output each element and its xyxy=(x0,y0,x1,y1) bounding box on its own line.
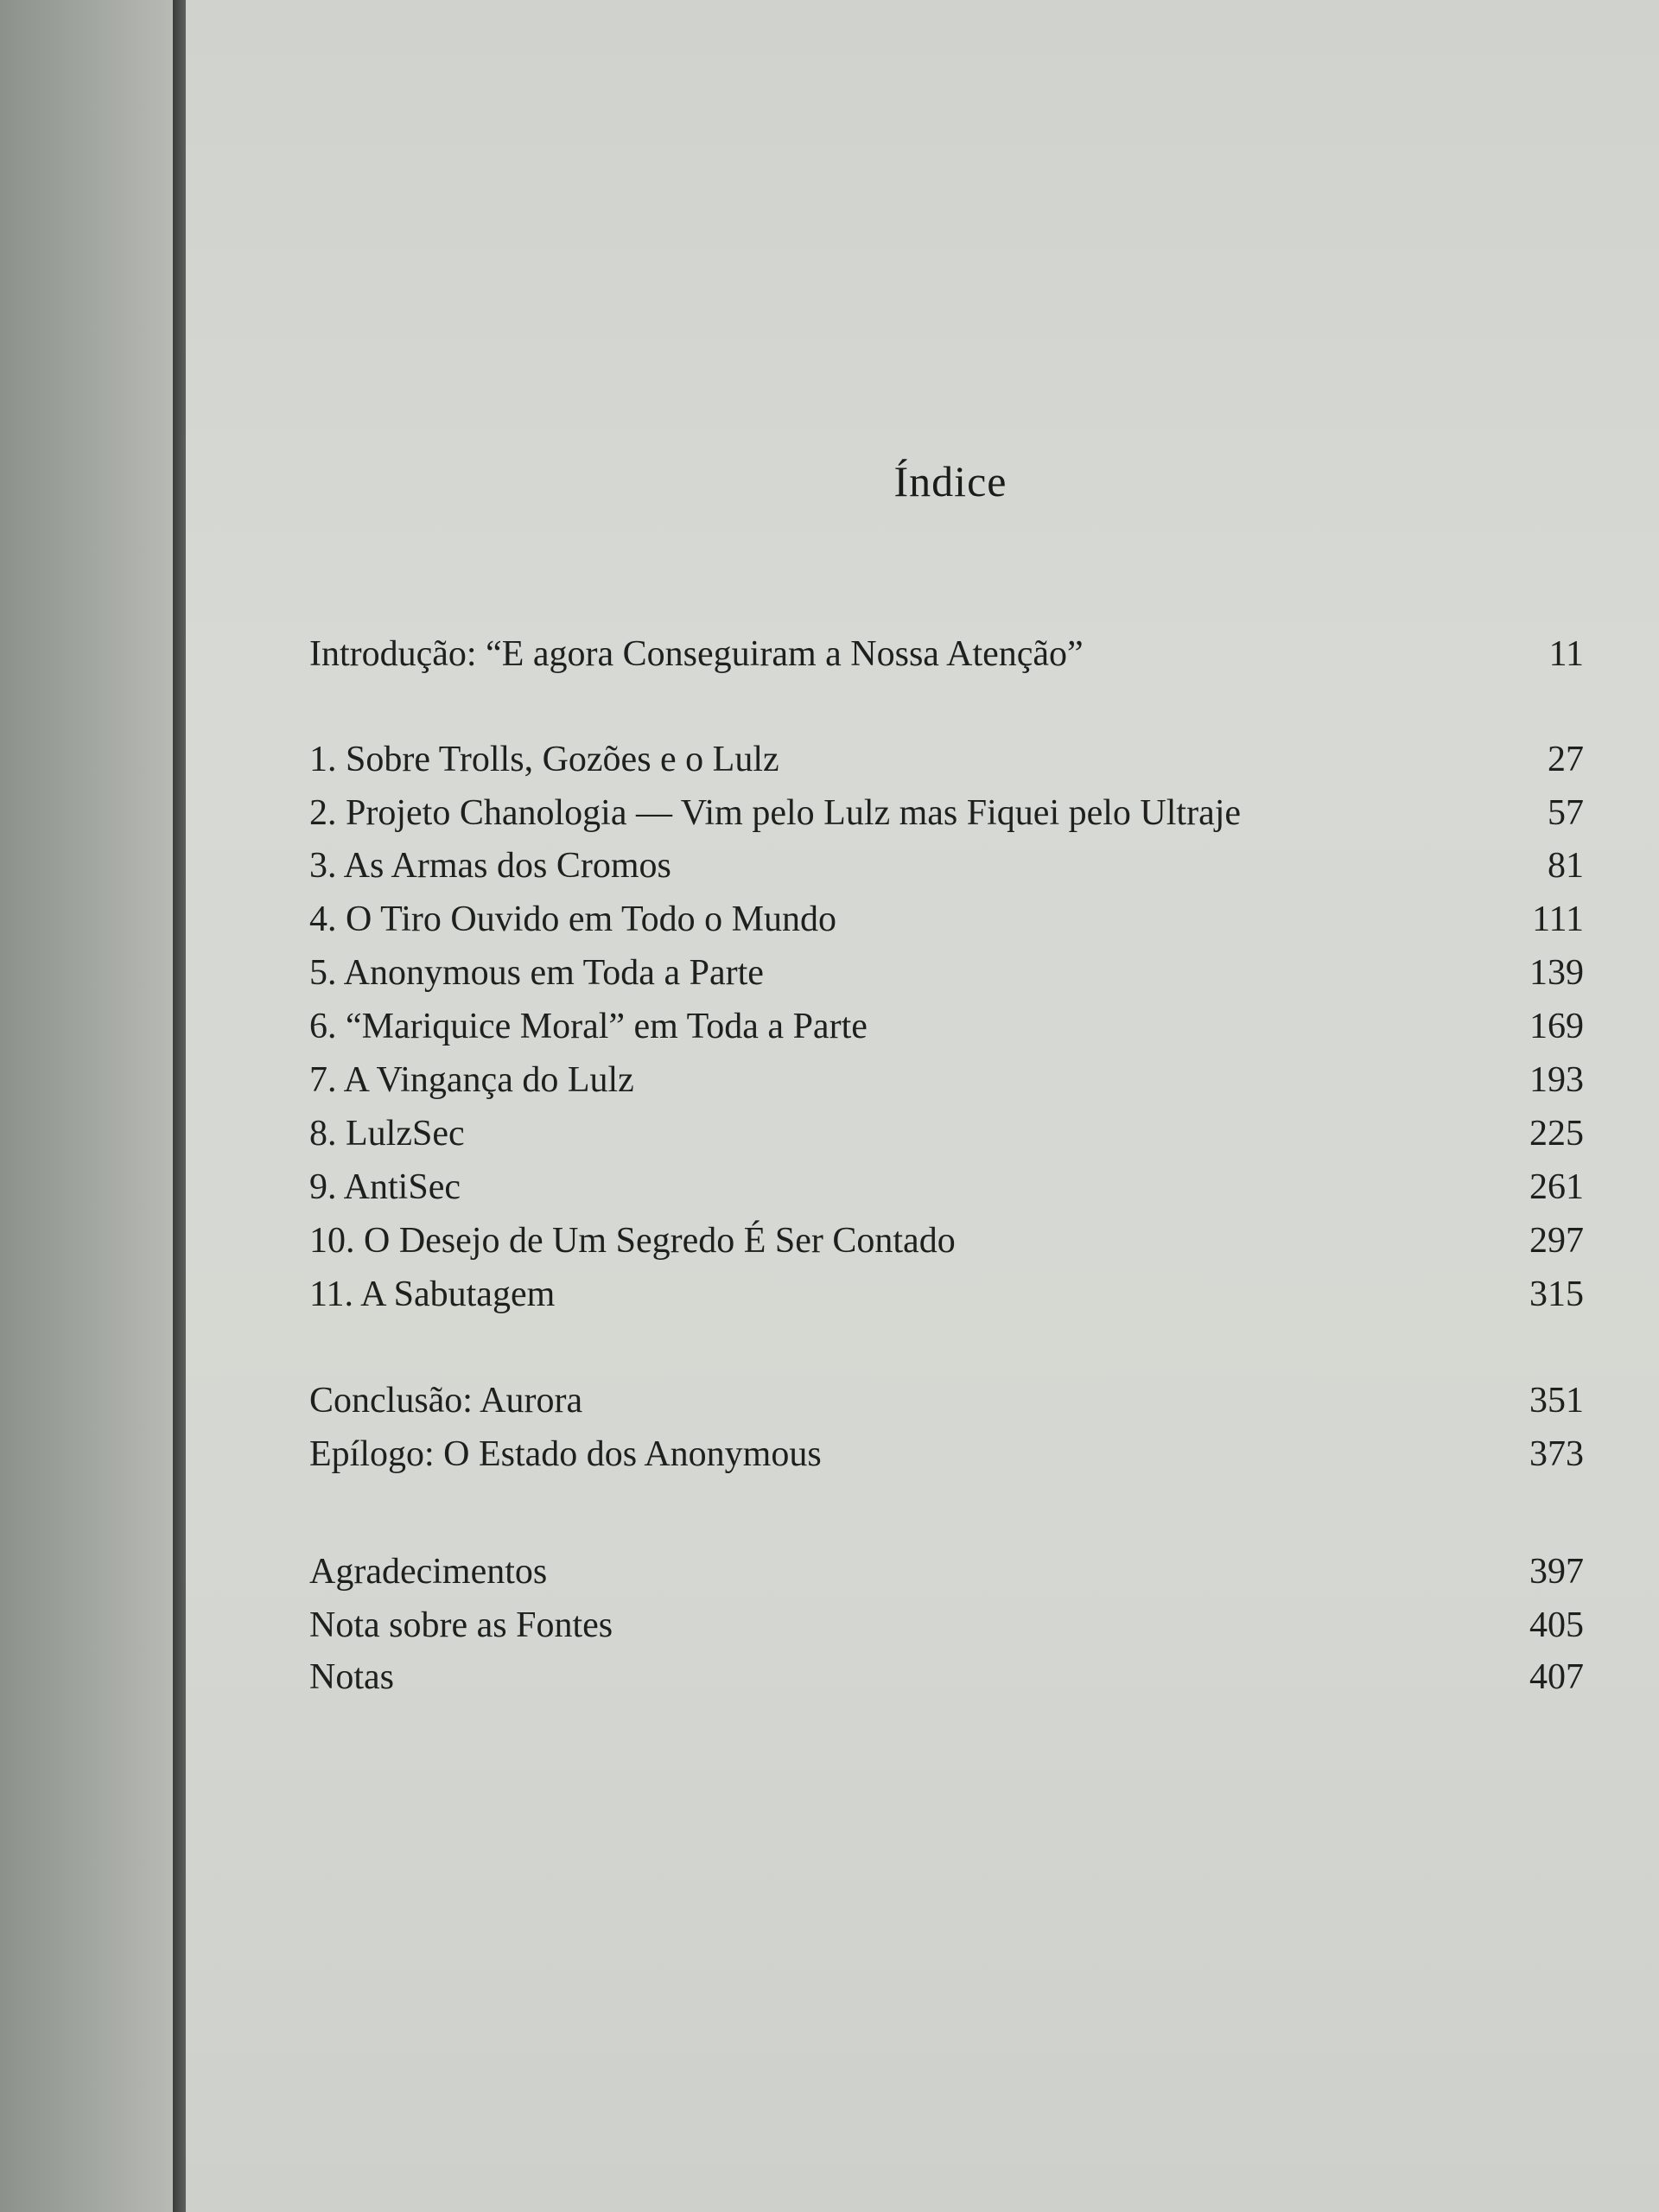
toc-entry-page: 297 xyxy=(1529,1221,1584,1261)
toc-entry-label: 6. “Mariquice Moral” em Toda a Parte xyxy=(309,1007,868,1046)
toc-entry-label: 3. As Armas dos Cromos xyxy=(309,846,671,886)
toc-entry-label: 1. Sobre Trolls, Gozões e o Lulz xyxy=(309,740,779,779)
toc-entry-page: 351 xyxy=(1529,1381,1584,1421)
toc-entry-chapter-2 xyxy=(309,788,1584,838)
toc-entry-chapter-7 xyxy=(309,1055,1584,1105)
toc-entry-page: 315 xyxy=(1529,1274,1584,1314)
table-of-contents xyxy=(309,0,1584,2212)
page-title: Índice xyxy=(893,457,1007,505)
toc-entry-page: 397 xyxy=(1529,1552,1584,1592)
toc-entry-chapter-4 xyxy=(309,894,1584,944)
toc-entry-chapter-10 xyxy=(309,1216,1584,1266)
toc-entry-acknowledgements xyxy=(309,1547,1584,1597)
toc-entry-page: 81 xyxy=(1548,846,1584,886)
toc-entry-page: 111 xyxy=(1532,899,1584,939)
toc-entry-page: 57 xyxy=(1548,793,1584,833)
toc-entry-label: 8. LulzSec xyxy=(309,1114,465,1154)
toc-entry-label: 11. A Sabutagem xyxy=(309,1274,556,1314)
toc-entry-label: 7. A Vingança do Lulz xyxy=(309,1060,634,1100)
toc-entry-epilogue xyxy=(309,1429,1584,1479)
toc-entry-page: 27 xyxy=(1548,740,1584,779)
toc-entry-label: Agradecimentos xyxy=(309,1552,548,1592)
toc-entry-chapter-9 xyxy=(309,1162,1584,1212)
facing-page-edge xyxy=(0,0,177,2212)
toc-entry-page: 193 xyxy=(1529,1060,1584,1100)
toc-entry-label: Epílogo: O Estado dos Anonymous xyxy=(309,1434,822,1474)
toc-entry-page: 373 xyxy=(1529,1434,1584,1474)
toc-entry-introduction xyxy=(309,629,1584,679)
toc-entry-label: Introdução: “E agora Conseguiram a Nossa Atenção” xyxy=(309,634,1084,674)
toc-entry-chapter-6 xyxy=(309,1001,1584,1052)
toc-entry-page: 169 xyxy=(1529,1007,1584,1046)
toc-entry-label: Notas xyxy=(309,1657,394,1697)
toc-entry-chapter-5 xyxy=(309,948,1584,998)
toc-entry-label: 5. Anonymous em Toda a Parte xyxy=(309,953,764,993)
toc-entry-chapter-11 xyxy=(309,1269,1584,1319)
toc-entry-page: 407 xyxy=(1529,1657,1584,1697)
toc-entry-label: 9. AntiSec xyxy=(309,1167,461,1207)
toc-entry-page: 139 xyxy=(1529,953,1584,993)
toc-entry-label: 2. Projeto Chanologia — Vim pelo Lulz mas Fiquei pelo Ultraje xyxy=(309,793,1242,833)
toc-entry-chapter-1 xyxy=(309,734,1584,785)
toc-entry-label: 10. O Desejo de Um Segredo É Ser Contado xyxy=(309,1221,956,1261)
toc-entry-page: 261 xyxy=(1529,1167,1584,1207)
toc-entry-notes xyxy=(309,1652,1584,1702)
toc-entry-label: Conclusão: Aurora xyxy=(309,1381,583,1421)
toc-entry-chapter-3 xyxy=(309,841,1584,891)
toc-entry-label: 4. O Tiro Ouvido em Todo o Mundo xyxy=(309,899,837,939)
toc-entry-sources-note xyxy=(309,1600,1584,1650)
toc-entry-conclusion xyxy=(309,1376,1584,1426)
toc-entry-page: 11 xyxy=(1548,634,1584,674)
toc-entry-label: Nota sobre as Fontes xyxy=(309,1605,613,1645)
toc-entry-page: 405 xyxy=(1529,1605,1584,1645)
toc-entry-chapter-8 xyxy=(309,1109,1584,1159)
toc-entry-page: 225 xyxy=(1529,1114,1584,1154)
